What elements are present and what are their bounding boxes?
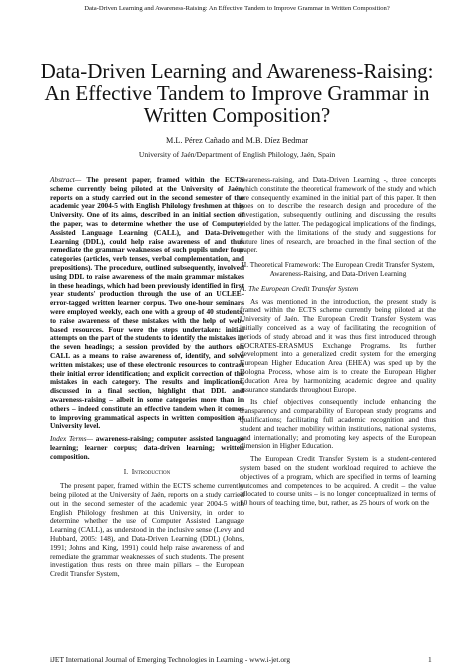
authors: M.L. Pérez Cañado and M.B. Díez Bedmar bbox=[166, 136, 308, 145]
title-line: An Effective Tandem to Improve Grammar in bbox=[44, 81, 430, 105]
left-column bbox=[50, 176, 244, 583]
title-line: Written Composition? bbox=[143, 103, 331, 127]
page-number: 1 bbox=[428, 655, 432, 664]
paper-title bbox=[0, 60, 474, 126]
abstract-label: Abstract— bbox=[50, 175, 82, 184]
index-text: awareness-raising; computer assisted language learning; learner corpus; data-driven learning; written composition. bbox=[50, 434, 244, 461]
index-label: Index Terms— bbox=[50, 434, 94, 444]
abstract bbox=[50, 176, 244, 431]
intro-continuation: awareness-raising, and Data-Driven Learning -, three concepts which constitute the theoretical framework of the study and which are consequently examined in the initial part of this paper. It then goes on to describe the research design and procedure of the investigation, subsequently outlining and discussing the results yielded by the latter. The pedagogical implications of the findings, together with the limitations of the study and suggestions for future lines of research, are broached in the final section of the paper. bbox=[240, 175, 436, 255]
section-title: Introduction bbox=[131, 466, 171, 476]
ects-paragraph-2: Its chief objectives consequently include enhancing the transparency and comparability of European study programs and qualifications; facilitating full academic recognition and thus student and teacher mobility within institutions, national systems, and internationally; and promoting key aspects of the European dimension in Higher Education. bbox=[240, 397, 436, 451]
running-head: Data-Driven Learning and Awareness-Raising: An Effective Tandem to Improve Grammar in Written Composition? bbox=[84, 5, 390, 12]
section-number: I. bbox=[123, 466, 129, 476]
ects-paragraph-3: The European Credit Transfer System is a student-centered system based on the student workload required to achieve the objectives of a program, which are specified in terms of learning outcomes and competences to be acquired. A credit – the value allocated to course units – is no longer conceptualized in terms of 10 hours of teaching time, but, rather, as 25 hours of work on the bbox=[240, 454, 436, 508]
title-line: Data-Driven Learning and Awareness-Raising: bbox=[40, 59, 434, 83]
index-terms bbox=[50, 435, 244, 461]
abstract-text: The present paper, framed within the ECTS scheme currently being piloted at the University of Jaén, reports on a study carried out in the second semester of the academic year 2004-5 with English Philology freshmen at this University. One of its aims, described in an initial section of the paper, was to determine whether the use of Computer Assisted Language Learning (CALL), and Data-Driven Learning (DDL), could help raise awareness of and thus remediate the grammar weaknesses of such pupils under four categories (articles, verb tenses, verbal complementation, and prepositions). The procedure, outlined subsequently, involved using DDL to raise awareness of the main grammar mistakes in these headings, which had been previously identified in first year students' production through the use of an UCLEE-error-tagged written learner corpus. Two one-hour seminars were employed weekly, each one with a group of 40 students, to raise awareness of these mistakes with the help of web-based resources. Four were the steps undertaken: initial attempts on the part of the students to identify the mistakes in the seven headings; a session provided by the authors on CALL as a means to raise awareness of, identify, and solve written mistakes; use of these electronic resources to contrast their initial error identification; and explicit correction of the mistakes in each category. The results and implications, discussed in a final section, highlight that DDL and awareness-raising – albeit in some categories more than in others – indeed constitute an effective tandem when it comes to improving grammatical aspects in written composition at University level. bbox=[50, 175, 245, 431]
subsection-heading-ects: A. The European Credit Transfer System bbox=[240, 283, 359, 293]
section-heading-introduction bbox=[50, 468, 244, 477]
ects-paragraph-1: As was mentioned in the introduction, the present study is framed within the ECTS scheme currently being piloted at the University of Jaén. The European Credit Transfer System was initially conceived as a way of facilitating the recognition of periods of study abroad and it was thus first introduced through SOCRATES-ERASMUS Exchange Programs. Its further development into a generalized credit system for the emerging European Higher Education Area (EHEA) was sped up by the Bologna Process, whose aim is to create the European Higher Education Area by harmonizing academic degree and quality assurance standards throughout Europe. bbox=[240, 296, 436, 394]
section-heading-framework: II. Theoretical Framework: The European Credit Transfer System, Awareness-Raising, and Data-Driven Learning bbox=[241, 260, 435, 278]
right-column bbox=[240, 176, 436, 512]
affiliation: University of Jaén/Department of English Philology, Jaén, Spain bbox=[138, 150, 336, 159]
journal-footer: iJET International Journal of Emerging Technologies in Learning - www.i-jet.org bbox=[50, 655, 291, 664]
intro-paragraph: The present paper, framed within the ECTS scheme currently being piloted at the University of Jaén, reports on a study carried out in the second semester of the academic year 2004-5 with English Philology freshmen at this University, in order to determine whether the use of Computer Assisted Language Learning (CALL), as understood in the inclusive sense (Levy and Hubbard, 2005: 148), and Data-Driven Learning (DDL) (Johns, 1991; Johns and King, 1991) could help raise awareness of and remediate the grammar weaknesses of such students. The present investigation thus rests on three main pillars – the European Credit Transfer System, bbox=[50, 481, 244, 579]
